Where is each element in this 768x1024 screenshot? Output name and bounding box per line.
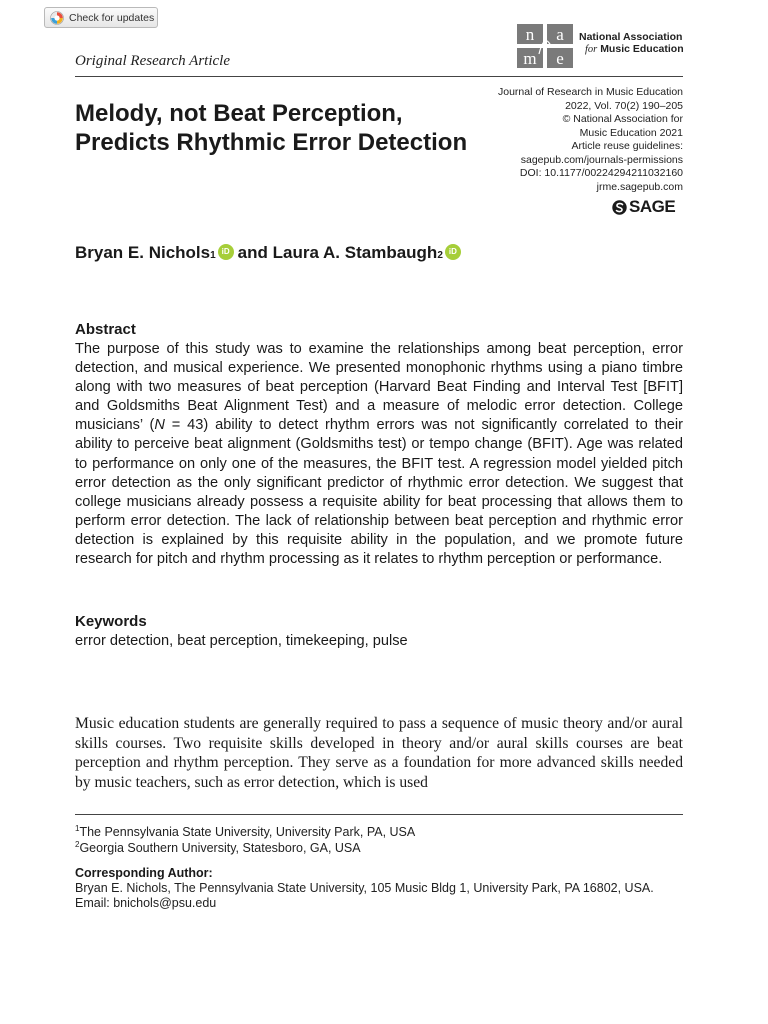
affiliation-1-text: The Pennsylvania State University, University Park, PA, USA — [79, 825, 416, 839]
affiliation-2 — [75, 840, 361, 855]
meta-reuse: Article reuse guidelines: — [571, 140, 683, 152]
check-for-updates-button[interactable] — [44, 7, 158, 28]
affiliation-1 — [75, 824, 415, 839]
affiliation-2-marker: 2 — [75, 840, 80, 849]
author-conjunction: and — [237, 243, 268, 262]
logo-line2-for: for — [585, 44, 598, 55]
corresponding-author-address: Bryan E. Nichols, The Pennsylvania State University, 105 Music Bldg 1, University Park, PA 16802, USA. — [75, 881, 654, 895]
affiliation-2-text: Georgia Southern University, Statesboro, GA, USA — [79, 841, 361, 855]
logo-tile-a: a — [556, 25, 564, 44]
author-2-name: Laura A. Stambaugh — [272, 243, 438, 262]
article-title: Melody, not Beat Perception, Predicts Rhythmic Error Detection — [75, 100, 468, 156]
meta-journal: Journal of Research in Music Education — [497, 86, 683, 98]
author-1-affiliation-marker: 1 — [210, 250, 216, 261]
sage-logo — [612, 197, 675, 217]
logo-line2 — [579, 43, 684, 56]
sage-wordmark: SAGE — [629, 197, 676, 216]
footnote-divider — [75, 814, 683, 815]
meta-copyright-year: Music Education 2021 — [579, 126, 683, 139]
article-type: Original Research Article — [75, 53, 230, 69]
logo-tile-n: n — [525, 25, 535, 44]
corresponding-author-heading: Corresponding Author: — [75, 866, 213, 880]
corresponding-author-details — [75, 881, 654, 911]
author-1-name: Bryan E. Nichols — [75, 243, 211, 262]
journal-meta — [470, 86, 683, 194]
meta-journal-url[interactable]: jrme.sagepub.com — [596, 180, 683, 193]
meta-volume: 2022, Vol. 70(2) 190–205 — [565, 99, 683, 112]
logo-line1: National Association — [579, 31, 683, 43]
nafme-logo-tiles — [517, 24, 573, 68]
orcid-icon[interactable]: iD — [218, 244, 234, 260]
keywords-list: error detection, beat perception, timekeeping, pulse — [75, 633, 408, 649]
orcid-icon[interactable]: iD — [445, 244, 461, 260]
abstract-sample-n: N — [154, 417, 165, 434]
abstract-text-part-1: The purpose of this study was to examine the relationships among beat perception, error detection, and musical experience. We presented monophonic rhythms using a piano timbre along with two measures of beat perception (Harvard Beat Finding and Interval Test [BFIT] and Goldsmiths Beat Alignment Test) and a measure of melodic error detection. College musicians’ ( — [75, 341, 683, 434]
logo-tile-e: e — [556, 49, 564, 68]
check-updates-icon — [50, 11, 64, 25]
abstract-text — [75, 340, 683, 569]
author-2-affiliation-marker: 2 — [437, 250, 443, 261]
abstract-heading: Abstract — [75, 321, 136, 338]
body-paragraph: Music education students are generally required to pass a sequence of music theory and/or aural skills courses. Two requisite skills developed in theory and/or aural skills courses are beat perception and rhythm perception. They serve as a foundation for more advanced skills needed by music teachers, such as error detection, which is used — [75, 715, 683, 791]
logo-tile-m: m — [523, 49, 537, 68]
header-divider — [75, 76, 683, 77]
meta-permissions-link[interactable]: sagepub.com/journals-permissions — [520, 153, 683, 166]
logo-line2-rest: Music Education — [600, 43, 684, 55]
affiliation-1-marker: 1 — [75, 824, 80, 833]
meta-doi[interactable]: DOI: 10.1177/00224294211032160 — [519, 167, 683, 179]
sage-mark-icon — [612, 200, 627, 215]
corresponding-author-email[interactable]: Email: bnichols@psu.edu — [75, 896, 217, 910]
meta-copyright: © National Association for — [562, 113, 683, 125]
abstract-text-part-2: = 43) ability to detect rhythm errors was not significantly correlated to their ability to perceive beat alignment (Goldsmiths test) or tempo change (BFIT). Age was related to performance on only one of the measures, the BFIT test. A regression model yielded pitch error detection as the only significant predictor of rhythmic error detection. We suggest that college musicians already possess a requisite ability for beat processing that allows them to perform error detection. The lack of relationship between beat perception and rhythmic error detection is explained by this requisite ability in the population, and we promote future research for pitch and rhythm processing as it relates to rhythm perception or performance. — [75, 417, 683, 568]
keywords-heading: Keywords — [75, 613, 147, 630]
nafme-logo-text — [579, 31, 684, 56]
check-for-updates-label: Check for updates — [69, 11, 155, 24]
author-line — [75, 243, 465, 264]
